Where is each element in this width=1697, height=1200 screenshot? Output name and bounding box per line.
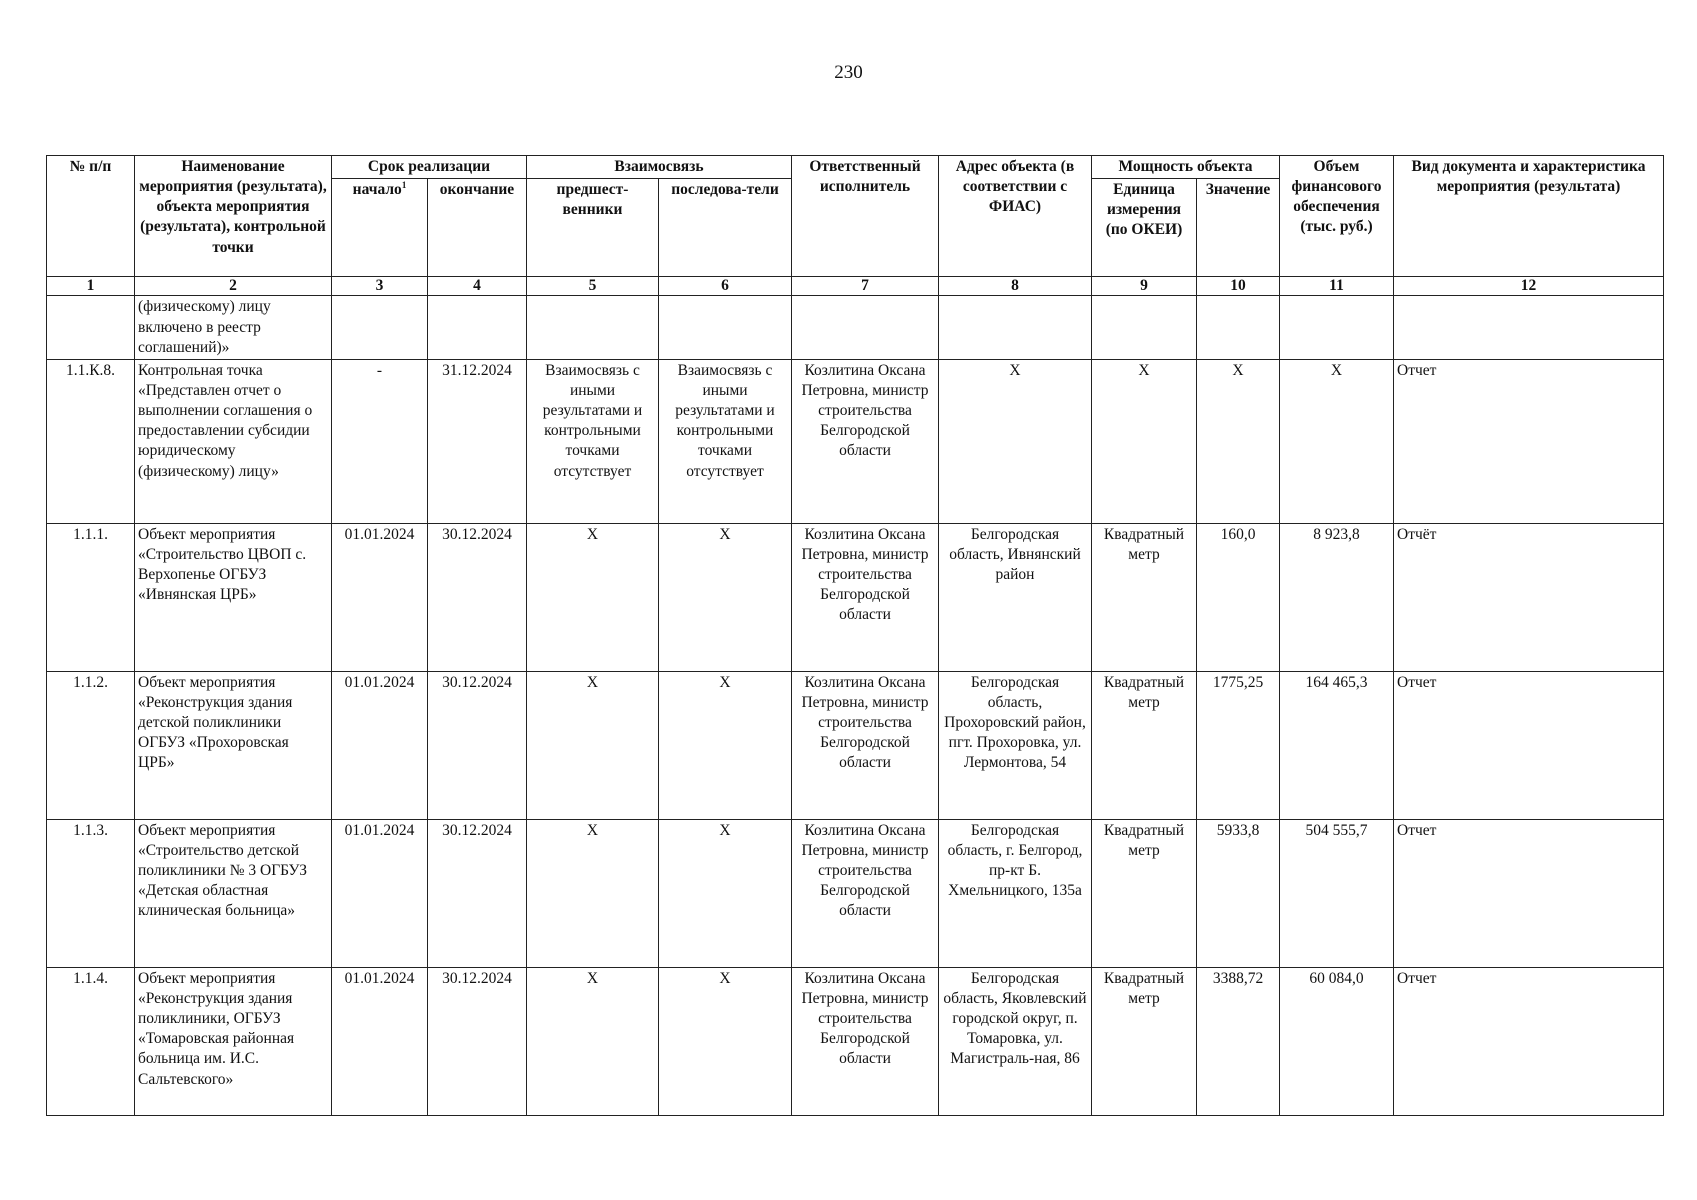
column-number: 2	[135, 277, 332, 296]
column-numbers-row	[47, 277, 1664, 296]
row-doc-type	[1394, 296, 1664, 359]
header-period: Срок реализации	[332, 156, 527, 179]
row-predecessors: X	[527, 819, 659, 967]
header-start-footnote: 1	[401, 180, 407, 191]
row-num: 1.1.4.	[47, 967, 135, 1115]
events-table	[46, 155, 1664, 1116]
row-successors: X	[659, 523, 792, 671]
table-row	[47, 523, 1664, 671]
row-finance: X	[1280, 359, 1394, 523]
row-num: 1.1.3.	[47, 819, 135, 967]
row-value: 3388,72	[1197, 967, 1280, 1115]
table-row	[47, 967, 1664, 1115]
row-finance	[1280, 296, 1394, 359]
column-number: 12	[1394, 277, 1664, 296]
row-predecessors: X	[527, 967, 659, 1115]
table-row	[47, 359, 1664, 523]
row-address: X	[939, 359, 1092, 523]
column-number: 5	[527, 277, 659, 296]
row-doc-type: Отчёт	[1394, 523, 1664, 671]
row-end: 31.12.2024	[428, 359, 527, 523]
row-value: 5933,8	[1197, 819, 1280, 967]
row-doc-type: Отчет	[1394, 819, 1664, 967]
row-unit: Квадратный метр	[1092, 819, 1197, 967]
row-responsible	[792, 296, 939, 359]
column-number: 6	[659, 277, 792, 296]
table-header	[47, 156, 1664, 296]
row-unit: Квадратный метр	[1092, 523, 1197, 671]
row-end: 30.12.2024	[428, 967, 527, 1115]
row-start: 01.01.2024	[332, 671, 428, 819]
row-address: Белгородская область, г. Белгород, пр-кт Б. Хмельницкого, 135а	[939, 819, 1092, 967]
row-name: Объект мероприятия «Реконструкция здания детской поликлиники ОГБУЗ «Прохоровская ЦРБ»	[135, 671, 332, 819]
row-unit: Квадратный метр	[1092, 967, 1197, 1115]
header-name: Наименование мероприятия (результата), объекта мероприятия (результата), контрольной точки	[135, 156, 332, 277]
header-capacity: Мощность объекта	[1092, 156, 1280, 179]
table-row	[47, 296, 1664, 359]
row-responsible: Козлитина Оксана Петровна, министр строительства Белгородской области	[792, 819, 939, 967]
header-predecessors: предшест-венники	[527, 179, 659, 277]
row-responsible: Козлитина Оксана Петровна, министр строительства Белгородской области	[792, 967, 939, 1115]
row-unit: X	[1092, 359, 1197, 523]
row-name: (физическому) лицу включено в реестр соглашений)»	[135, 296, 332, 359]
row-num: 1.1.1.	[47, 523, 135, 671]
row-predecessors: X	[527, 523, 659, 671]
header-finance: Объем финансового обеспечения (тыс. руб.)	[1280, 156, 1394, 277]
row-finance: 8 923,8	[1280, 523, 1394, 671]
row-finance: 504 555,7	[1280, 819, 1394, 967]
header-unit: Единица измерения (по ОКЕИ)	[1092, 179, 1197, 277]
row-doc-type: Отчет	[1394, 671, 1664, 819]
column-number: 7	[792, 277, 939, 296]
row-responsible: Козлитина Оксана Петровна, министр строительства Белгородской области	[792, 359, 939, 523]
table-body	[47, 296, 1664, 1115]
header-responsible: Ответственный исполнитель	[792, 156, 939, 277]
column-number: 9	[1092, 277, 1197, 296]
row-start	[332, 296, 428, 359]
row-predecessors: X	[527, 671, 659, 819]
row-value: 1775,25	[1197, 671, 1280, 819]
header-doc-type: Вид документа и характеристика мероприятия (результата)	[1394, 156, 1664, 277]
row-name: Объект мероприятия «Строительство детской поликлиники № 3 ОГБУЗ «Детская областная клиническая больница»	[135, 819, 332, 967]
column-number: 4	[428, 277, 527, 296]
row-end: 30.12.2024	[428, 671, 527, 819]
row-successors: Взаимосвязь с иными результатами и контрольными точками отсутствует	[659, 359, 792, 523]
column-number: 11	[1280, 277, 1394, 296]
row-start: -	[332, 359, 428, 523]
header-num: № п/п	[47, 156, 135, 277]
table-row	[47, 819, 1664, 967]
row-start: 01.01.2024	[332, 819, 428, 967]
row-successors: X	[659, 819, 792, 967]
row-successors: X	[659, 671, 792, 819]
row-responsible: Козлитина Оксана Петровна, министр строительства Белгородской области	[792, 523, 939, 671]
row-responsible: Козлитина Оксана Петровна, министр строительства Белгородской области	[792, 671, 939, 819]
row-finance: 164 465,3	[1280, 671, 1394, 819]
row-name: Объект мероприятия «Реконструкция здания поликлиники, ОГБУЗ «Томаровская районная больница им. И.С. Сальтевского»	[135, 967, 332, 1115]
header-address: Адрес объекта (в соответствии с ФИАС)	[939, 156, 1092, 277]
row-end: 30.12.2024	[428, 523, 527, 671]
row-value	[1197, 296, 1280, 359]
row-name: Объект мероприятия «Строительство ЦВОП с. Верхопенье ОГБУЗ «Ивнянская ЦРБ»	[135, 523, 332, 671]
row-start: 01.01.2024	[332, 523, 428, 671]
row-address: Белгородская область, Ивнянский район	[939, 523, 1092, 671]
row-start: 01.01.2024	[332, 967, 428, 1115]
row-name: Контрольная точка «Представлен отчет о выполнении соглашения о предоставлении субсидии юридическому (физическому) лицу»	[135, 359, 332, 523]
header-start-label: начало	[352, 181, 402, 199]
header-start	[332, 179, 428, 277]
row-num: 1.1.К.8.	[47, 359, 135, 523]
row-address	[939, 296, 1092, 359]
header-relation: Взаимосвязь	[527, 156, 792, 179]
row-predecessors	[527, 296, 659, 359]
table-row	[47, 671, 1664, 819]
row-value: 160,0	[1197, 523, 1280, 671]
row-unit: Квадратный метр	[1092, 671, 1197, 819]
row-value: X	[1197, 359, 1280, 523]
column-number: 8	[939, 277, 1092, 296]
row-end: 30.12.2024	[428, 819, 527, 967]
header-end: окончание	[428, 179, 527, 277]
column-number: 1	[47, 277, 135, 296]
row-finance: 60 084,0	[1280, 967, 1394, 1115]
column-number: 3	[332, 277, 428, 296]
row-doc-type: Отчет	[1394, 359, 1664, 523]
row-successors: X	[659, 967, 792, 1115]
page-number: 230	[834, 62, 863, 83]
header-value: Значение	[1197, 179, 1280, 277]
row-predecessors: Взаимосвязь с иными результатами и контрольными точками отсутствует	[527, 359, 659, 523]
row-end	[428, 296, 527, 359]
row-address: Белгородская область, Прохоровский район, пгт. Прохоровка, ул. Лермонтова, 54	[939, 671, 1092, 819]
row-successors	[659, 296, 792, 359]
row-num	[47, 296, 135, 359]
row-num: 1.1.2.	[47, 671, 135, 819]
column-number: 10	[1197, 277, 1280, 296]
header-successors: последова-тели	[659, 179, 792, 277]
row-address: Белгородская область, Яковлевский городской округ, п. Томаровка, ул. Магистраль-ная, 86	[939, 967, 1092, 1115]
row-doc-type: Отчет	[1394, 967, 1664, 1115]
row-unit	[1092, 296, 1197, 359]
